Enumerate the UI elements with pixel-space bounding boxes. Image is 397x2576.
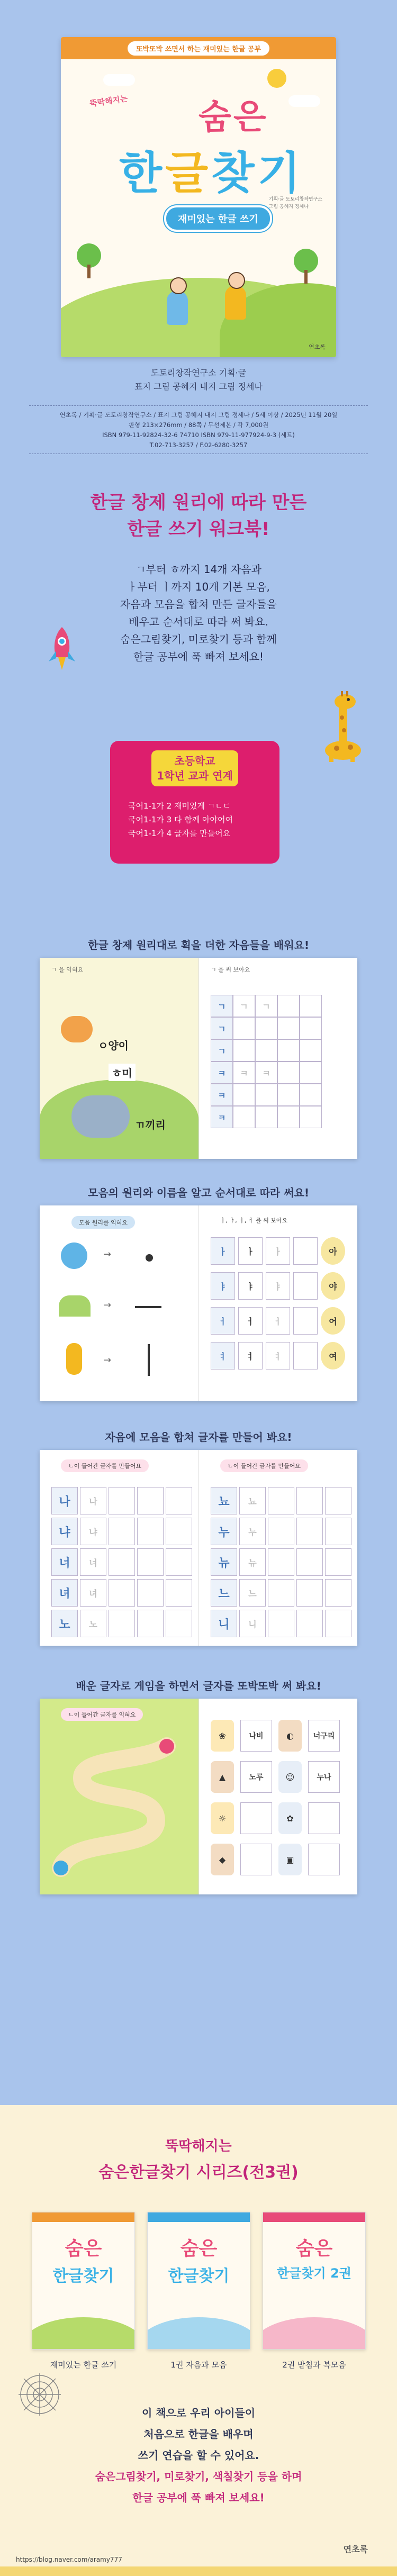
- syllable-cell: [296, 1610, 323, 1637]
- vowel-cell: ㅏ: [266, 1237, 290, 1265]
- spread-page-right: [198, 958, 357, 1159]
- intro-line: 한글 공부에 푹 빠져 보세요!: [133, 650, 264, 663]
- sample-spread-consonants: [40, 958, 357, 1159]
- syllable-cell: 누: [211, 1518, 237, 1545]
- maze-path-illustration: [50, 1730, 188, 1884]
- title-char: 한: [119, 147, 166, 199]
- syllable-cell: [166, 1518, 192, 1545]
- page-label: ㅏ, ㅑ, ㅓ, ㅕ 를 써 보아요: [220, 1217, 288, 1224]
- grid-cell: [277, 1017, 300, 1039]
- grid-cell: [233, 1106, 255, 1128]
- series-headline: 뚝딱해지는: [165, 2138, 232, 2154]
- grid-cell: [300, 1106, 322, 1128]
- sample-spread-vowels: [40, 1205, 357, 1401]
- grid-cell: [300, 995, 322, 1017]
- syllable-cell: 냐: [80, 1518, 106, 1545]
- cover-band-text: 또박또박 쓰면서 하는 재미있는 한글 공부: [128, 41, 269, 56]
- series-book-cover: [32, 2212, 135, 2350]
- grid-cell: ㄱ: [211, 1017, 233, 1039]
- series-heading: [0, 2135, 397, 2182]
- syllable-cell: 너: [51, 1548, 78, 1576]
- grid-cell: ㄱ: [255, 995, 277, 1017]
- spread-page-left: [40, 1205, 198, 1401]
- section-title: 한글 창제 원리대로 획을 더한 자음들을 배워요!: [88, 939, 309, 951]
- syllable-cell: [137, 1487, 164, 1514]
- grid-cell: [255, 1039, 277, 1062]
- syllable-cell: [109, 1487, 135, 1514]
- vowel-cell: ㅑ: [266, 1272, 290, 1300]
- word-box: [308, 1802, 340, 1834]
- word-box: 누나: [308, 1761, 340, 1793]
- book-title-top: 숨은: [65, 2238, 102, 2260]
- word-card: ㅇ양이: [98, 1039, 129, 1052]
- word-box: [308, 1844, 340, 1875]
- syllable-cell: 나: [51, 1487, 78, 1514]
- section-title: 자음에 모음을 합쳐 글자를 만들어 봐요!: [105, 1431, 292, 1444]
- spread-page-left: [40, 958, 198, 1159]
- syllable-cell: [296, 1548, 323, 1576]
- picture-tile: ☼: [211, 1802, 234, 1834]
- syllable-cell: 너: [80, 1548, 106, 1576]
- cover-credit: [269, 196, 322, 211]
- syllable-cell: [325, 1487, 351, 1514]
- vowel-name-badge: 어: [321, 1307, 345, 1335]
- page-label: ㄴ이 들어간 글자를 만들어요: [61, 1459, 149, 1472]
- word-box: [240, 1802, 272, 1834]
- series-book-cover: [263, 2212, 366, 2350]
- headline-line: 한글 창제 원리에 따라 만든: [90, 492, 307, 513]
- child-illustration: [225, 286, 246, 320]
- cover-title-top: 숨은: [198, 98, 268, 137]
- cover-title-bottom: [119, 138, 304, 202]
- book-band: [32, 2212, 134, 2222]
- curriculum-item: 국어1-1가 2 재미있게 ㄱㄴㄷ: [128, 801, 231, 811]
- series-title: 숨은한글찾기 시리즈(전3권): [98, 2163, 299, 2182]
- intro-line: 자음과 모음을 합쳐 만든 글자들을: [120, 598, 277, 611]
- word-box: [240, 1844, 272, 1875]
- syllable-cell: 뇨: [239, 1487, 266, 1514]
- syllable-cell: 녀: [80, 1579, 106, 1607]
- book-band: [148, 2212, 250, 2222]
- giraffe-icon: [318, 688, 371, 762]
- page-label: ㄱ 을 익혀요: [51, 966, 84, 973]
- picture-word-grid: [211, 1720, 340, 1875]
- syllable-cell: [137, 1610, 164, 1637]
- pub-info-line: 판형 213×276mm / 88쪽 / 무선제본 / 각 7,000원: [128, 421, 269, 429]
- vowel-cell: ㅓ: [238, 1307, 263, 1335]
- syllable-grid: [51, 1487, 192, 1637]
- cat-illustration: [61, 1016, 93, 1042]
- grid-cell: ㄱ: [233, 995, 255, 1017]
- publisher-logo: 연초록: [343, 2544, 368, 2554]
- curriculum-box: [110, 741, 279, 864]
- spread-page-right: [198, 1205, 357, 1401]
- line-shape: [148, 1344, 150, 1376]
- grid-cell: [233, 1017, 255, 1039]
- page-label: 모음 원리를 익혀요: [71, 1216, 135, 1229]
- book-title-top: 숨은: [180, 2238, 218, 2260]
- syllable-cell: [325, 1579, 351, 1607]
- syllable-cell: [268, 1548, 294, 1576]
- elephant-illustration: [71, 1095, 130, 1138]
- book-cover: [61, 37, 336, 357]
- syllable-cell: [166, 1579, 192, 1607]
- grid-cell: ㄱ: [211, 995, 233, 1017]
- closing-line: 숨은그림찾기, 미로찾기, 색칠찾기 등을 하며: [95, 2470, 302, 2483]
- syllable-cell: 노: [51, 1610, 78, 1637]
- picture-tile: ▲: [211, 1761, 234, 1793]
- page-label: ㄱ 을 써 보아요: [211, 966, 250, 973]
- vowel-name-badge: 야: [321, 1272, 345, 1300]
- closing-line: 한글 공부에 푹 빠져 보세요!: [132, 2491, 265, 2504]
- syllable-cell: 녀: [51, 1579, 78, 1607]
- credits-line: 표지 그림 공혜지 내지 그림 정세나: [134, 382, 263, 392]
- sun-icon: [267, 69, 286, 88]
- book-caption: 재미있는 한글 쓰기: [50, 2360, 117, 2370]
- curriculum-tag: [151, 750, 238, 786]
- rocket-icon: [43, 624, 80, 672]
- closing-line: 쓰기 연습을 할 수 있어요.: [138, 2449, 259, 2462]
- book-band: [263, 2212, 365, 2222]
- vowel-cell: [293, 1342, 318, 1369]
- book-credits: [0, 366, 397, 394]
- bottom-band: [0, 2566, 397, 2576]
- syllable-cell: [268, 1487, 294, 1514]
- syllable-cell: [109, 1518, 135, 1545]
- publication-info: [29, 402, 368, 458]
- syllable-cell: [268, 1518, 294, 1545]
- spread-page-left: [40, 1699, 198, 1894]
- ground-illustration: [59, 1295, 91, 1317]
- vowel-cell: ㅑ: [211, 1272, 235, 1300]
- syllable-cell: [296, 1487, 323, 1514]
- cloud-icon: [103, 74, 135, 86]
- grid-cell: [233, 1039, 255, 1062]
- writing-grid: [211, 995, 322, 1128]
- cover-brand: 뚝딱해지는: [89, 94, 129, 108]
- intro-line: 배우고 순서대로 따라 써 봐요.: [129, 615, 268, 628]
- hill-decoration: [147, 2317, 250, 2350]
- book-title-bottom: 한글찾기: [168, 2267, 230, 2285]
- syllable-cell: [268, 1579, 294, 1607]
- closing-line: 처음으로 한글을 배우며: [143, 2428, 254, 2441]
- grid-cell: [300, 1017, 322, 1039]
- cover-subtitle: 재미있는 한글 쓰기: [164, 205, 272, 232]
- syllable-cell: [166, 1487, 192, 1514]
- tree-icon: [77, 243, 101, 268]
- grid-cell: ㅋ: [255, 1062, 277, 1084]
- grid-cell: [277, 1039, 300, 1062]
- syllable-cell: 뇨: [211, 1487, 237, 1514]
- sample-spread-game: [40, 1699, 357, 1894]
- book-caption: 2권 받침과 복모음: [282, 2360, 346, 2370]
- syllable-cell: [109, 1579, 135, 1607]
- picture-tile: ◐: [278, 1720, 302, 1752]
- syllable-cell: 니: [211, 1610, 237, 1637]
- syllable-cell: [137, 1548, 164, 1576]
- dot-shape: [146, 1254, 153, 1262]
- grid-cell: ㅋ: [233, 1062, 255, 1084]
- sky-circle-illustration: [61, 1242, 87, 1269]
- grid-cell: [277, 1084, 300, 1106]
- person-illustration: [66, 1343, 82, 1375]
- vowel-rows: [211, 1237, 345, 1369]
- syllable-cell: [109, 1610, 135, 1637]
- syllable-cell: [268, 1610, 294, 1637]
- grid-cell: [255, 1106, 277, 1128]
- vowel-cell: ㅓ: [211, 1307, 235, 1335]
- vowel-cell: ㅕ: [238, 1342, 263, 1369]
- picture-tile: ✿: [278, 1802, 302, 1834]
- main-headline: [0, 489, 397, 542]
- blog-link[interactable]: https://blog.naver.com/aramy777: [16, 2556, 122, 2563]
- pub-info-line: 연초록 / 기획·글 도토리창작연구소 / 표지 그림 공혜지 내지 그림 정세나 / 5세 이상 / 2025년 11월 20일: [59, 411, 338, 419]
- syllable-cell: [166, 1610, 192, 1637]
- grid-cell: [277, 1062, 300, 1084]
- credit-line: 기획·글 도토리창작연구소: [268, 197, 322, 202]
- pub-info-line: T.02-713-3257 / F.02-6280-3257: [149, 441, 248, 449]
- spread-page-right: [198, 1699, 357, 1894]
- vowel-cell: [293, 1272, 318, 1300]
- divider: [29, 453, 368, 454]
- grid-cell: ㅋ: [211, 1062, 233, 1084]
- cover-publisher: 연초록: [309, 343, 326, 350]
- book-title-bottom: 한글찾기: [52, 2267, 114, 2285]
- page-label: ㄴ이 들어간 글자를 만들어요: [220, 1459, 308, 1472]
- arrow-icon: →: [103, 1300, 112, 1311]
- line-shape: [135, 1306, 161, 1308]
- credit-line: 그림 공혜지 정세나: [268, 204, 309, 210]
- syllable-cell: [325, 1518, 351, 1545]
- syllable-cell: 나: [80, 1487, 106, 1514]
- grid-cell: [255, 1084, 277, 1106]
- word-box: 나비: [240, 1720, 272, 1752]
- syllable-cell: 느: [211, 1579, 237, 1607]
- syllable-cell: 냐: [51, 1518, 78, 1545]
- section-title: 모음의 원리와 이름을 알고 순서대로 따라 써요!: [88, 1186, 309, 1199]
- pub-info-line: ISBN 979-11-92824-32-6 74710 ISBN 979-11-977924-9-3 (세트): [102, 431, 295, 439]
- word-box: 노루: [240, 1761, 272, 1793]
- vowel-cell: ㅏ: [211, 1237, 235, 1265]
- vowel-cell: ㅕ: [266, 1342, 290, 1369]
- grid-cell: ㄱ: [211, 1039, 233, 1062]
- cloud-icon: [288, 95, 320, 107]
- hill-decoration: [32, 2317, 135, 2350]
- syllable-cell: [296, 1518, 323, 1545]
- child-illustration: [167, 291, 188, 325]
- sample-spread-syllables: [40, 1450, 357, 1646]
- book-caption: 1권 자음과 모음: [170, 2360, 227, 2370]
- vowel-cell: ㅏ: [238, 1237, 263, 1265]
- syllable-cell: 뉴: [211, 1548, 237, 1576]
- arrow-icon: →: [103, 1355, 112, 1366]
- syllable-cell: 니: [239, 1610, 266, 1637]
- intro-line: 숨은그림찾기, 미로찾기 등과 함께: [120, 633, 277, 646]
- grid-cell: [277, 995, 300, 1017]
- vowel-cell: ㅓ: [266, 1307, 290, 1335]
- spread-page-left: [40, 1450, 198, 1646]
- syllable-cell: 누: [239, 1518, 266, 1545]
- credits-line: 도토리창작연구소 기획·글: [150, 368, 247, 378]
- tree-icon: [294, 249, 318, 273]
- title-char: 찾기: [211, 147, 304, 199]
- closing-line: 이 책으로 우리 아이들이: [141, 2407, 256, 2419]
- vowel-cell: ㅕ: [211, 1342, 235, 1369]
- grid-cell: [300, 1084, 322, 1106]
- intro-line: ㅏ부터 ㅣ까지 10개 기본 모음,: [127, 580, 270, 593]
- picture-tile: ◆: [211, 1844, 234, 1875]
- grid-cell: [300, 1039, 322, 1062]
- vowel-name-badge: 여: [321, 1342, 345, 1369]
- curriculum-list: [128, 799, 233, 840]
- picture-tile: ▣: [278, 1844, 302, 1875]
- vowel-cell: [293, 1237, 318, 1265]
- syllable-cell: 노: [80, 1610, 106, 1637]
- cover-band: [61, 37, 336, 59]
- vowel-cell: ㅑ: [238, 1272, 263, 1300]
- word-card: ㄲ끼리: [135, 1119, 166, 1131]
- syllable-cell: [137, 1518, 164, 1545]
- grid-cell: ㅋ: [211, 1106, 233, 1128]
- syllable-cell: [109, 1548, 135, 1576]
- vowel-name-badge: 아: [321, 1237, 345, 1265]
- word-box: 너구리: [308, 1720, 340, 1752]
- curriculum-item: 국어1-1가 3 다 함께 아야어여: [128, 815, 233, 824]
- book-title-top: 숨은: [295, 2238, 333, 2260]
- hill-decoration: [263, 2317, 366, 2350]
- vowel-cell: [293, 1307, 318, 1335]
- grid-cell: [255, 1017, 277, 1039]
- curriculum-tag-line: 초등학교: [174, 755, 215, 767]
- spread-page-right: [198, 1450, 357, 1646]
- syllable-cell: [325, 1548, 351, 1576]
- syllable-cell: 뉴: [239, 1548, 266, 1576]
- headline-line: 한글 쓰기 워크북!: [127, 519, 270, 540]
- page-label: ㄴ이 들어간 글자를 익혀요: [61, 1708, 143, 1721]
- intro-line: ㄱ부터 ㅎ까지 14개 자음과: [136, 563, 261, 576]
- curriculum-tag-line: 1학년 교과 연계: [157, 769, 233, 782]
- syllable-grid: [211, 1487, 351, 1637]
- syllable-cell: [137, 1579, 164, 1607]
- picture-tile: ☺: [278, 1761, 302, 1793]
- syllable-cell: [325, 1610, 351, 1637]
- word-card: ㅎ미: [109, 1064, 136, 1081]
- book-title-bottom: 한글찾기 2권: [277, 2266, 351, 2281]
- section-title: 배운 글자로 게임을 하면서 글자를 또박또박 써 봐요!: [76, 1680, 321, 1692]
- syllable-cell: 느: [239, 1579, 266, 1607]
- curriculum-item: 국어1-1가 4 글자를 만들어요: [128, 829, 231, 838]
- arrow-icon: →: [103, 1249, 112, 1260]
- grid-cell: [233, 1084, 255, 1106]
- series-book-cover: [147, 2212, 250, 2350]
- grid-cell: [277, 1106, 300, 1128]
- picture-tile: ❀: [211, 1720, 234, 1752]
- title-char: 글: [165, 147, 212, 199]
- syllable-cell: [166, 1548, 192, 1576]
- grid-cell: [300, 1062, 322, 1084]
- grid-cell: ㅋ: [211, 1084, 233, 1106]
- syllable-cell: [296, 1579, 323, 1607]
- closing-text: [0, 2402, 397, 2508]
- divider: [29, 405, 368, 406]
